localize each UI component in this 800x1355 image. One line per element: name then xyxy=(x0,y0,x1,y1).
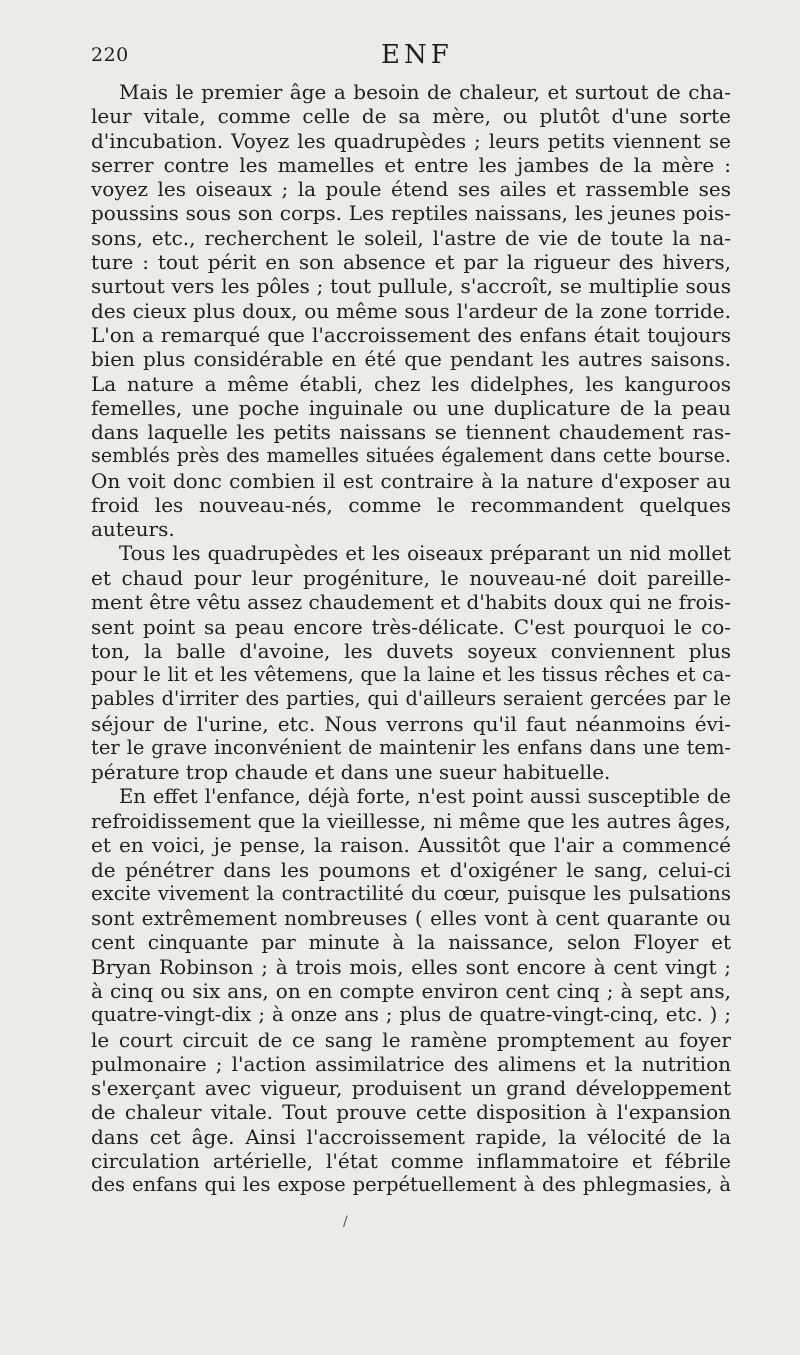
text-line: et chaud pour leur progéniture, le nouveau-né doit pareille- xyxy=(91,565,731,590)
text-line: serrer contre les mamelles et entre les jambes de la mère : xyxy=(91,152,731,177)
text-line: froid les nouveau-nés, comme le recommandent quelques xyxy=(91,493,731,518)
text-line: poussins sous son corps. Les reptiles naissans, les jeunes pois- xyxy=(91,201,731,226)
text-line: semblés près des mamelles situées également dans cette bourse. xyxy=(91,444,731,468)
text-line: sont extrêmement nombreuses ( elles vont à cent quarante ou xyxy=(91,906,731,931)
text-line: des cieux plus doux, ou même sous l'ardeur de la zone torride. xyxy=(91,298,731,323)
text-line: Bryan Robinson ; à trois mois, elles sont encore à cent vingt ; xyxy=(91,954,731,979)
page-header xyxy=(91,42,731,74)
running-head: ENF xyxy=(381,40,453,70)
text-line: et en voici, je pense, la raison. Aussitôt que l'air a commencé xyxy=(91,833,731,858)
text-line: ment être vêtu assez chaudement et d'habits doux qui ne frois- xyxy=(91,590,731,615)
text-line: ter le grave inconvénient de maintenir les enfans dans une tem- xyxy=(91,736,731,760)
text-line: pour le lit et les vêtemens, que la laine et les tissus rêches et ca- xyxy=(91,663,731,687)
text-line: à cinq ou six ans, on en compte environ cent cinq ; à sept ans, xyxy=(91,978,731,1003)
text-line: de chaleur vitale. Tout prouve cette disposition à l'expansion xyxy=(91,1100,731,1125)
text-line: pérature trop chaude et dans une sueur habituelle. xyxy=(91,760,611,785)
text-line: circulation artérielle, l'état comme inflammatoire et fébrile xyxy=(91,1149,731,1174)
text-line: des enfans qui les expose perpétuellement à des phlegmasies, à xyxy=(91,1173,731,1197)
text-line: ture : tout périt en son absence et par la rigueur des hivers, xyxy=(91,250,731,275)
text-line: surtout vers les pôles ; tout pullule, s'accroît, se multiplie sous xyxy=(91,274,731,299)
bottom-mark: / xyxy=(343,1214,348,1230)
text-line: auteurs. xyxy=(91,517,175,542)
text-line: On voit donc combien il est contraire à la nature d'exposer au xyxy=(91,468,731,493)
text-line: femelles, une poche inguinale ou une duplicature de la peau xyxy=(91,395,731,420)
text-line: Tous les quadrupèdes et les oiseaux préparant un nid mollet xyxy=(119,541,731,565)
text-line: de pénétrer dans les poumons et d'oxigéner le sang, celui-ci xyxy=(91,857,731,882)
body-text xyxy=(91,80,731,1198)
text-line: refroidissement que la vieillesse, ni même que les autres âges, xyxy=(91,808,731,833)
page-number: 220 xyxy=(91,44,129,66)
text-line: le court circuit de ce sang le ramène promptement au foyer xyxy=(91,1027,731,1052)
text-line: quatre-vingt-dix ; à onze ans ; plus de quatre-vingt-cinq, etc. ) ; xyxy=(91,1003,731,1027)
text-line: bien plus considérable en été que pendant les autres saisons. xyxy=(91,347,731,372)
text-line: L'on a remarqué que l'accroissement des enfans était toujours xyxy=(91,322,731,347)
text-line: leur vitale, comme celle de sa mère, ou plutôt d'une sorte xyxy=(91,104,731,129)
text-line: sent point sa peau encore très-délicate. C'est pourquoi le co- xyxy=(91,614,731,639)
text-line: voyez les oiseaux ; la poule étend ses ailes et rassemble ses xyxy=(91,177,731,202)
text-line: excite vivement la contractilité du cœur, puisque les pulsations xyxy=(91,881,731,905)
text-line: dans cet âge. Ainsi l'accroissement rapide, la vélocité de la xyxy=(91,1124,731,1149)
text-line: ton, la balle d'avoine, les duvets soyeux conviennent plus xyxy=(91,638,731,663)
text-line: s'exerçant avec vigueur, produisent un grand développement xyxy=(91,1076,731,1101)
text-line: séjour de l'urine, etc. Nous verrons qu'il faut néanmoins évi- xyxy=(91,711,731,736)
text-line: dans laquelle les petits naissans se tiennent chaudement ras- xyxy=(91,420,731,445)
text-line: pulmonaire ; l'action assimilatrice des alimens et la nutrition xyxy=(91,1051,731,1076)
text-line: En effet l'enfance, déjà forte, n'est point aussi susceptible de xyxy=(119,784,731,808)
text-line: sons, etc., recherchent le soleil, l'astre de vie de toute la na- xyxy=(91,225,731,250)
text-line: d'incubation. Voyez les quadrupèdes ; leurs petits viennent se xyxy=(91,128,731,153)
text-line: Mais le premier âge a besoin de chaleur, et surtout de cha- xyxy=(119,80,731,104)
text-line: La nature a même établi, chez les didelphes, les kanguroos xyxy=(91,371,731,396)
text-line: cent cinquante par minute à la naissance, selon Floyer et xyxy=(91,930,731,955)
text-line: pables d'irriter des parties, qui d'ailleurs seraient gercées par le xyxy=(91,687,731,711)
